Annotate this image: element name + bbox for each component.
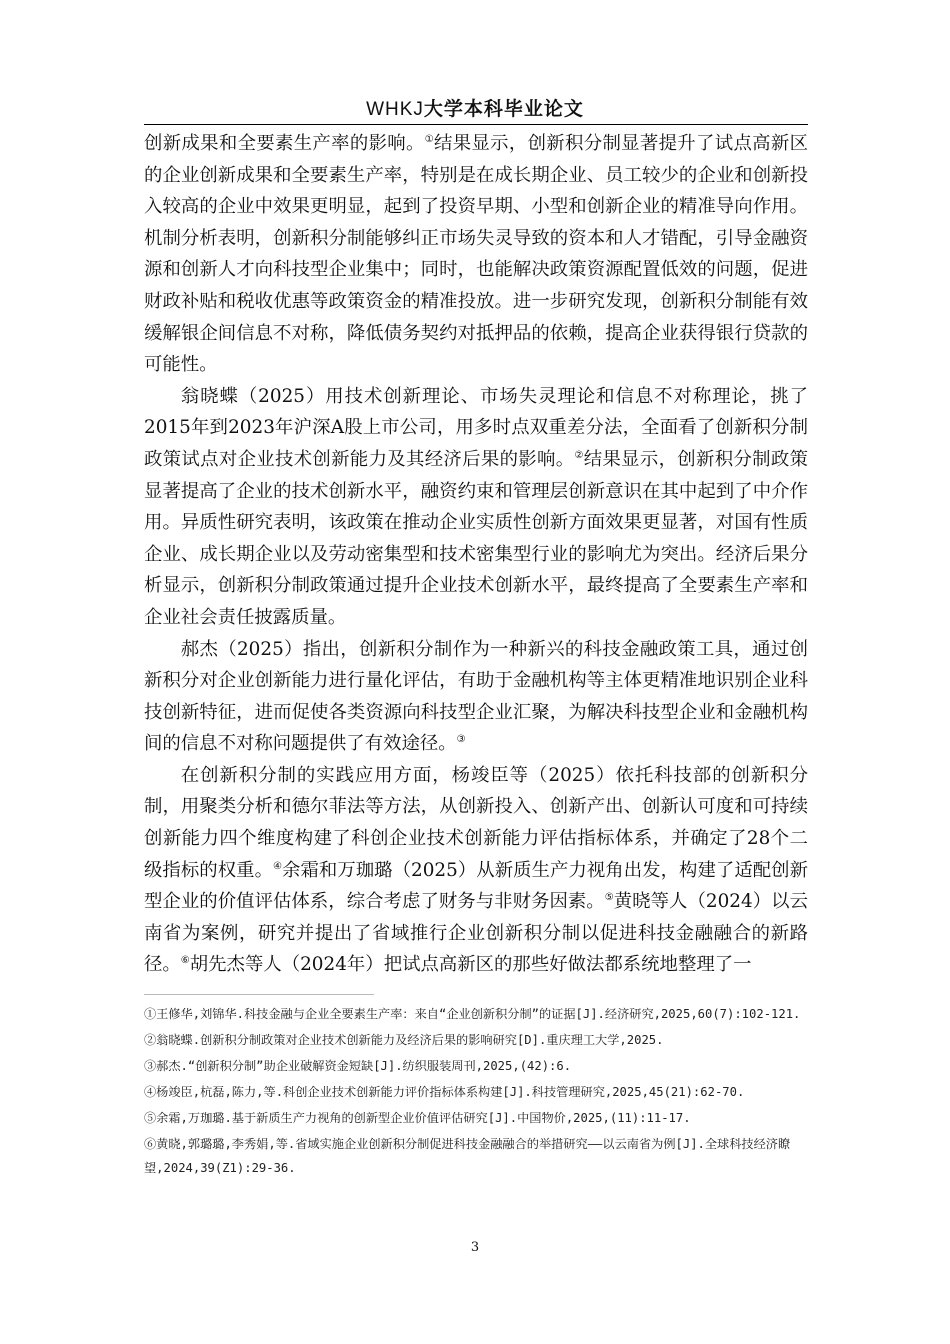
header-code: WHKJ [366,99,424,120]
header-divider [144,124,808,125]
paragraph-3 [144,634,808,760]
paragraph-1-text-a: 创新成果和全要素生产率的影响。 [144,133,425,154]
body-text [144,128,808,981]
footnote-4: ④杨竣臣,杭磊,陈力,等.科创企业技术创新能力评价指标体系构建[J].科技管理研究,2025,45(21):62-70. [144,1085,745,1099]
header-title: 大学本科毕业论文 [423,98,584,120]
footnote-ref-1: ① [424,134,435,145]
footnote-ref-6: ⑥ [180,955,190,967]
paragraph-4-text-d: 胡先杰等人（2024年）把试点高新区的那些好做法都系统地整理了一 [189,954,752,976]
footnote-6: ⑥黄晓,郭璐璐,李秀娟,等.省域实施企业创新积分制促进科技金融融合的举措研究——以云南省为例[J].全球科技经济瞭望,2024,39(Z1):29-36. [144,1137,791,1175]
footnote-1: ①王修华,刘锦华.科技金融与企业全要素生产率：来自“企业创新积分制”的证据[J].经济研究,2025,60(7):102-121. [144,1007,801,1021]
paragraph-4-text-b: 余霜和万珈璐（2025）从新质生产力视角出发，构建了适配创新型企业的价值评估体系，综合考虑了财务与非财务因素。 [144,859,808,913]
paragraph-2-text-b: 结果显示，创新积分制政策显著提高了企业的技术创新水平，融资约束和管理层创新意识在其中起到了中介作用。异质性研究表明，该政策在推动企业实质性创新方面效果更显著，对国有性质企业、成长期企业以及劳动密集型和技术密集型行业的影响尤为突出。经济后果分析显示，创新积分制政策通过提升企业技术创新水平，最终提高了全要素生产率和企业社会责任披露质量。 [144,448,808,628]
paragraph-2 [144,381,808,634]
paragraph-4-text-c: 黄晓等人（2024）以云南省为案例，研究并提出了省域推行企业创新积分制以促进科技金融融合的新路径。 [144,891,808,976]
paragraph-4-text-a: 在创新积分制的实践应用方面，杨竣臣等（2025）依托科技部的创新积分制，用聚类分析和德尔菲法等方法，从创新投入、创新产出、创新认可度和可持续创新能力四个维度构建了科创企业技术创新能力评估指标体系，并确定了28个二级指标的权重。 [144,764,808,881]
paragraph-2-text-a: 翁晓蝶（2025）用技术创新理论、市场失灵理论和信息不对称理论，挑了2015年到2023年沪深A股上市公司，用多时点双重差分法，全面看了创新积分制政策试点对企业技术创新能力及其经济后果的影响。 [144,385,808,470]
paragraph-1 [144,128,808,381]
paragraph-4 [144,760,808,981]
footnote-3: ③郝杰.“创新积分制”助企业破解资金短缺[J].纺织服装周刊,2025,(42):6. [144,1059,572,1073]
footnote-2: ②翁晓蝶.创新积分制政策对企业技术创新能力及经济后果的影响研究[D].重庆理工大学,2025. [144,1033,664,1047]
footnote-5: ⑤余霜,万珈璐.基于新质生产力视角的创新型企业价值评估研究[J].中国物价,2025,(11):11-17. [144,1111,691,1125]
footnote-ref-2: ② [574,449,584,461]
footnote-divider [144,994,374,995]
footnotes [144,1002,808,1182]
paragraph-3-text: 郝杰（2025）指出，创新积分制作为一种新兴的科技金融政策工具，通过创新积分对企业创新能力进行量化评估，有助于金融机构等主体更精准地识别企业科技创新特征，进而促使各类资源向科技型企业汇聚，为解决科技型企业和金融机构间的信息不对称问题提供了有效途径。 [144,638,808,755]
page-header [0,94,950,121]
footnote-ref-4: ④ [273,860,283,872]
paragraph-1-text-b: 结果显示，创新积分制显著提升了试点高新区的企业创新成果和全要素生产率，特别是在成长期企业、员工较少的企业和创新投入较高的企业中效果更明显，起到了投资早期、小型和创新企业的精准导向作用。机制分析表明，创新积分制能够纠正市场失灵导致的资本和人才错配，引导金融资源和创新人才向科技型企业集中；同时，也能解决政策资源配置低效的问题，促进财政补贴和税收优惠等政策资金的精准投放。进一步研究发现，创新积分制能有效缓解银企间信息不对称，降低债务契约对抵押品的依赖，提高企业获得银行贷款的可能性。 [144,133,808,376]
page-number: 3 [470,1240,480,1255]
footnote-ref-5: ⑤ [604,892,614,904]
footnote-ref-3: ③ [456,734,466,746]
